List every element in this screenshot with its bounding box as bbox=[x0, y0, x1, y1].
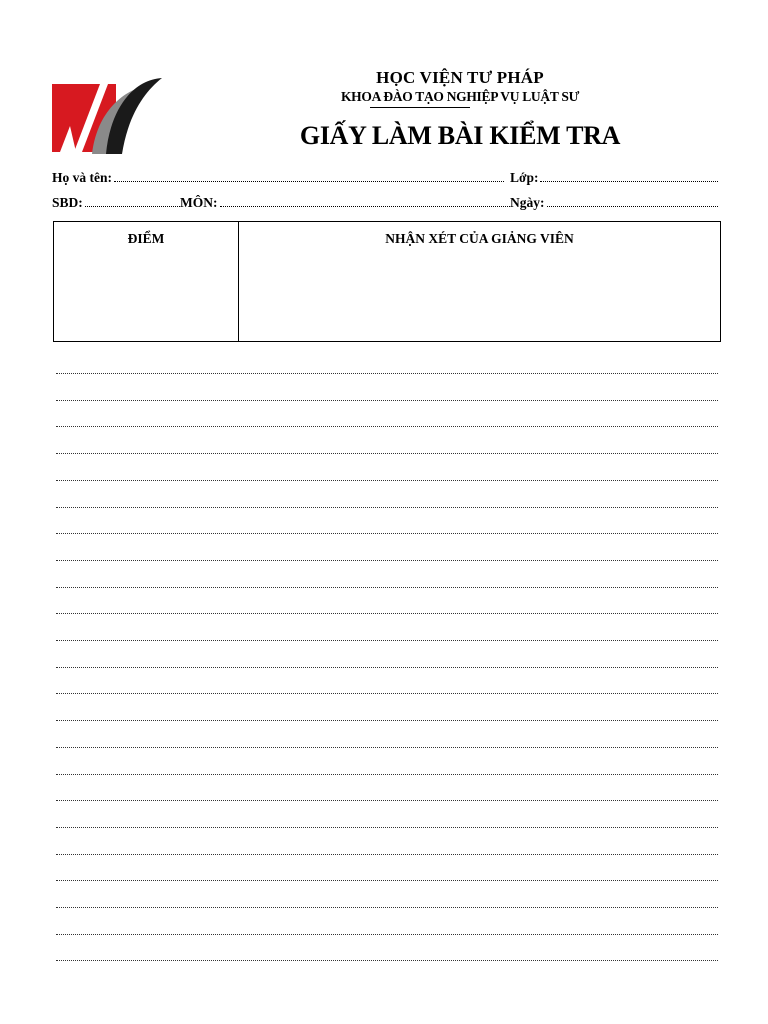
class-label: Lớp: bbox=[510, 170, 539, 185]
writing-line bbox=[56, 934, 718, 935]
class-dotted-line bbox=[540, 181, 718, 182]
writing-line bbox=[56, 827, 718, 828]
date-field[interactable] bbox=[510, 193, 718, 211]
writing-line bbox=[56, 880, 718, 881]
date-dotted-line bbox=[547, 206, 719, 207]
writing-line bbox=[56, 907, 718, 908]
writing-line bbox=[56, 640, 718, 641]
writing-line bbox=[56, 480, 718, 481]
name-class-row bbox=[52, 168, 718, 186]
writing-line bbox=[56, 587, 718, 588]
institution-logo bbox=[52, 70, 162, 154]
writing-line bbox=[56, 854, 718, 855]
writing-line bbox=[56, 720, 718, 721]
name-field[interactable] bbox=[52, 168, 504, 186]
writing-line bbox=[56, 774, 718, 775]
comment-header: NHẬN XÉT CỦA GIẢNG VIÊN bbox=[385, 231, 574, 246]
sbd-subject-date-row bbox=[52, 193, 718, 211]
class-field[interactable] bbox=[510, 168, 718, 186]
writing-line bbox=[56, 373, 718, 374]
sbd-field[interactable] bbox=[52, 193, 180, 211]
name-label: Họ và tên: bbox=[52, 170, 112, 185]
grade-comment-table bbox=[53, 221, 721, 342]
subject-field[interactable] bbox=[180, 193, 510, 211]
writing-line bbox=[56, 960, 718, 961]
writing-line bbox=[56, 560, 718, 561]
document-title: GIẤY LÀM BÀI KIỂM TRA bbox=[299, 121, 621, 150]
comment-box[interactable] bbox=[239, 222, 720, 350]
faculty-underline bbox=[370, 107, 470, 108]
grade-box[interactable] bbox=[54, 222, 239, 341]
sbd-dotted-line bbox=[85, 206, 180, 207]
writing-line bbox=[56, 533, 718, 534]
subject-dotted-line bbox=[220, 206, 511, 207]
sbd-label: SBD: bbox=[52, 195, 83, 210]
faculty-name: KHOA ĐÀO TẠO NGHIỆP VỤ LUẬT SƯ bbox=[340, 89, 580, 104]
writing-line bbox=[56, 453, 718, 454]
writing-line bbox=[56, 693, 718, 694]
writing-line bbox=[56, 613, 718, 614]
writing-line bbox=[56, 507, 718, 508]
writing-line bbox=[56, 426, 718, 427]
writing-line bbox=[56, 400, 718, 401]
writing-line bbox=[56, 800, 718, 801]
grade-header: ĐIỂM bbox=[127, 231, 165, 246]
date-label: Ngày: bbox=[510, 195, 545, 210]
writing-line bbox=[56, 667, 718, 668]
institution-name: HỌC VIỆN TƯ PHÁP bbox=[376, 68, 544, 87]
name-dotted-line bbox=[114, 181, 504, 182]
writing-line bbox=[56, 747, 718, 748]
subject-label: MÔN: bbox=[180, 195, 218, 210]
